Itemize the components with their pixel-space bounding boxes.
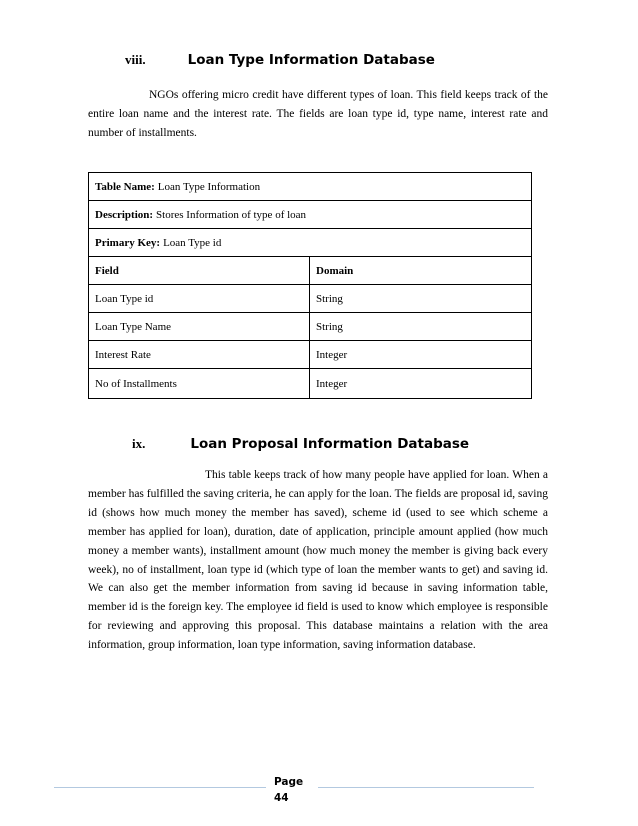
domain-cell: String bbox=[316, 320, 343, 333]
footer-rule-right bbox=[318, 787, 534, 788]
field-cell: Loan Type id bbox=[89, 285, 310, 312]
section-title: Loan Proposal Information Database bbox=[190, 436, 470, 452]
primary-key-row bbox=[89, 228, 531, 256]
section-number: viii. bbox=[125, 52, 146, 67]
table-row bbox=[89, 284, 531, 312]
section-viii-paragraph: NGOs offering micro credit have different types of loan. This field keeps track of the entire loan name and the interest rate. The fields are loan type id, type name, interest rate and number of installments. bbox=[88, 89, 548, 139]
table-name-value: Loan Type Information bbox=[157, 180, 261, 193]
page-number bbox=[274, 774, 303, 806]
domain-cell: String bbox=[316, 292, 343, 305]
field-cell: No of Installments bbox=[89, 369, 310, 398]
table-row bbox=[89, 340, 531, 368]
section-ix-paragraph: This table keeps track of how many people have applied for loan. When a member has fulfilled the saving criteria, he can apply for the loan. The fields are proposal id, saving id (shows how much money the member has saved), scheme id (used to see which scheme a member has applied for loan), duration, date of application, principle amount applied (how much money a member wants), installment amount (how much money the member is giving back every week), no of installment, loan type id (which type of loan the member wants to get) and saving id. We can also get the member information from saving id because in saving information table, member id is the foreign key. The employee id field is used to know which employee is responsible for reviewing and approving this proposal. This database maintains a relation with the area information, group information, loan type information, saving information database. bbox=[88, 469, 548, 652]
section-viii-heading bbox=[125, 52, 435, 68]
description-value: Stores Information of type of loan bbox=[156, 208, 307, 221]
footer-rule-left bbox=[54, 787, 266, 788]
loan-type-table bbox=[88, 172, 532, 399]
table-row bbox=[89, 368, 531, 398]
description-row bbox=[89, 200, 531, 228]
domain-cell: Integer bbox=[316, 348, 348, 361]
table-name-label: Table Name: bbox=[95, 180, 155, 193]
header-field: Field bbox=[89, 257, 310, 284]
table-row bbox=[89, 312, 531, 340]
page-number-value: 44 bbox=[274, 792, 289, 804]
header-domain: Domain bbox=[316, 264, 354, 277]
page-label: Page bbox=[274, 776, 304, 788]
section-number: ix. bbox=[132, 436, 146, 451]
section-title: Loan Type Information Database bbox=[187, 52, 435, 68]
table-name-row bbox=[89, 173, 531, 200]
primary-key-label: Primary Key: bbox=[95, 236, 161, 249]
domain-cell: Integer bbox=[316, 377, 348, 390]
section-ix-heading bbox=[132, 436, 469, 452]
primary-key-value: Loan Type id bbox=[163, 236, 222, 249]
field-cell: Interest Rate bbox=[89, 341, 310, 368]
table-header-row bbox=[89, 256, 531, 284]
field-cell: Loan Type Name bbox=[89, 313, 310, 340]
description-label: Description: bbox=[95, 208, 154, 221]
